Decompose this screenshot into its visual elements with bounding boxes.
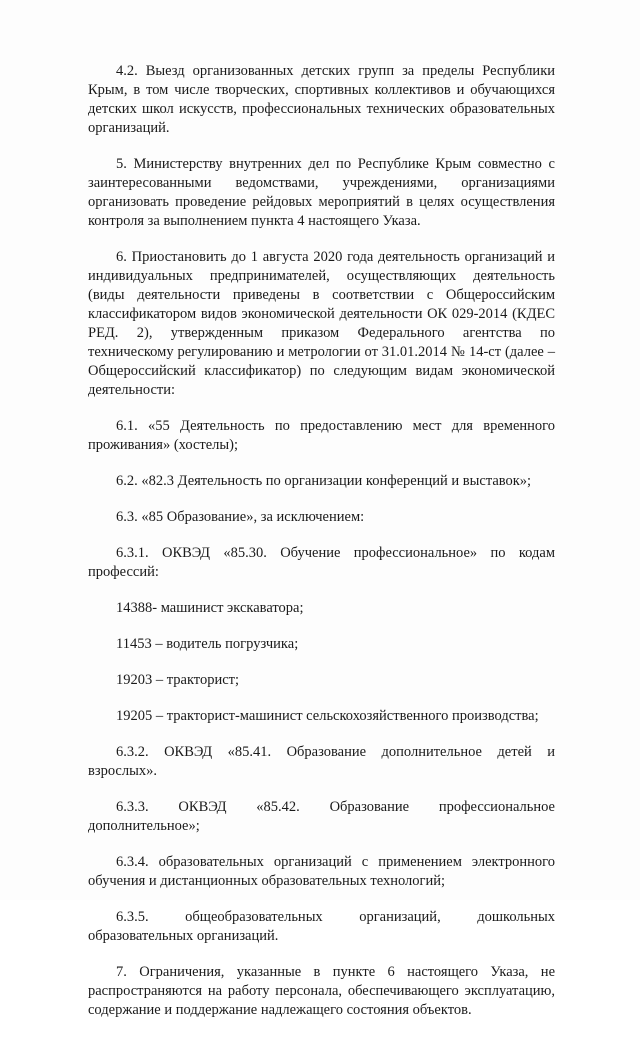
paragraph-7: 7. Ограничения, указанные в пункте 6 настоящего Указа, не распространяются на работу персонала, обеспечивающего эксплуатацию, содержание и поддержание надлежащего состояния объектов. — [88, 964, 555, 1018]
profession-14388: 14388- машинист экскаватора; — [116, 600, 304, 616]
paragraph-6-3-5: 6.3.5. общеобразовательных организаций, дошкольных образовательных организаций. — [88, 909, 555, 944]
paragraph-6-3-3: 6.3.3. ОКВЭД «85.42. Образование профессиональное дополнительное»; — [88, 799, 555, 834]
paragraph-6-3: 6.3. «85 Образование», за исключением: — [116, 509, 365, 525]
profession-19205: 19205 – тракторист-машинист сельскохозяйственного производства; — [116, 708, 539, 724]
profession-11453: 11453 – водитель погрузчика; — [116, 636, 299, 652]
profession-19203: 19203 – тракторист; — [116, 672, 240, 688]
paragraph-6-3-1: 6.3.1. ОКВЭД «85.30. Обучение профессиональное» по кодам профессий: — [88, 545, 555, 580]
document-body — [88, 62, 555, 1037]
paragraph-5: 5. Министерству внутренних дел по Республике Крым совместно с заинтересованными ведомствами, учреждениями, организациями организовать проведение рейдовых мероприятий в целях осуществления контроля за выполнением пункта 4 настоящего Указа. — [88, 156, 555, 229]
paragraph-6-1: 6.1. «55 Деятельность по предоставлению мест для временного проживания» (хостелы); — [88, 418, 555, 453]
paragraph-6-2: 6.2. «82.3 Деятельность по организации конференций и выставок»; — [116, 473, 532, 489]
paragraph-6-3-4: 6.3.4. образовательных организаций с применением электронного обучения и дистанционных образовательных технологий; — [88, 854, 555, 889]
paragraph-6: 6. Приостановить до 1 августа 2020 года деятельность организаций и индивидуальных предпринимателей, осуществляющих деятельность (виды деятельности приведены в соответствии с Общероссийским классификатором видов экономической деятельности ОК 029-2014 (КДЕС РЕД. 2), утвержденным приказом Федерального агентства по техническому регулированию и метрологии от 31.01.2014 № 14-ст (далее – Общероссийский классификатор) по следующим видам экономической деятельности: — [88, 249, 555, 398]
paragraph-6-3-2: 6.3.2. ОКВЭД «85.41. Образование дополнительное детей и взрослых». — [88, 744, 555, 779]
paragraph-4-2: 4.2. Выезд организованных детских групп за пределы Республики Крым, в том числе творческих, спортивных коллективов и обучающихся детских школ искусств, профессиональных технических образовательных организаций. — [88, 63, 555, 136]
